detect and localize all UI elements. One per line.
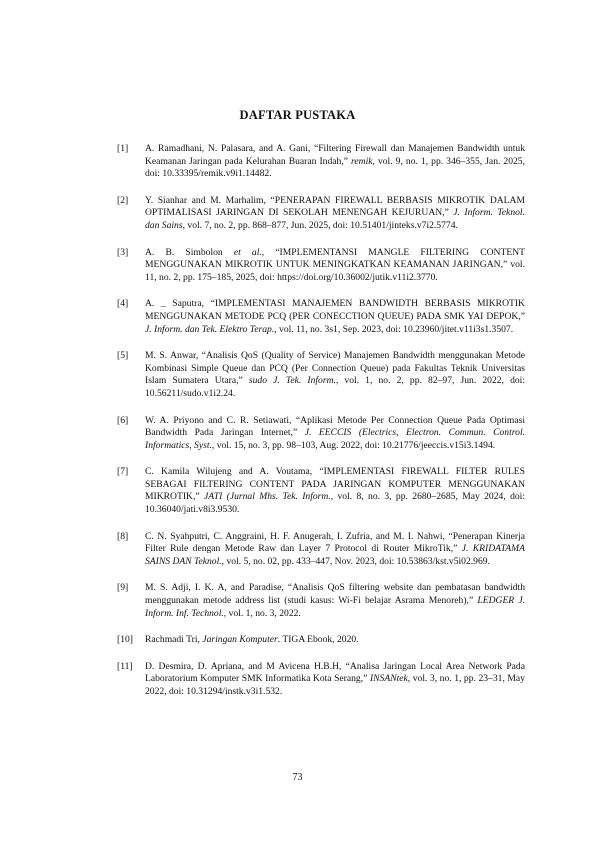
reference-details: , vol. 1, no. 3, 2022. xyxy=(223,607,301,619)
reference-number: [6] xyxy=(117,414,129,426)
reference-list xyxy=(117,143,525,713)
reference-number: [3] xyxy=(117,246,129,258)
reference-item xyxy=(117,350,525,400)
reference-number: [2] xyxy=(117,194,129,206)
reference-details: , vol. 8, no. 3, pp. 2680–2685, May 2024, doi: 10.36040/jati.v8i3.9530. xyxy=(145,491,525,516)
reference-number: [1] xyxy=(117,143,129,154)
reference-venue: JATI (Jurnal Mhs. Tek. Inform. xyxy=(203,491,331,503)
reference-authors-title: Y. Sianhar and M. Marhalim, “PENERAPAN FIREWALL BERBASIS MIKROTIK DALAM OPTIMALISASI JARINGAN DI SEKOLAH MENENGAH KEJURUAN,” xyxy=(145,194,525,219)
reference-details: , vol. 15, no. 3, pp. 98–103, Aug. 2022, doi: 10.21776/jeeccis.v15i3.1494. xyxy=(211,439,496,451)
reference-text xyxy=(145,531,525,569)
reference-authors-title: M. S. Anwar, “Analisis QoS (Quality of Service) Manajemen Bandwidth menggunakan Metode Kombinasi Simple Queue dan PCQ (Per Connection Queue) pada Fakultas Teknik Universitas Islam Sumatera Utara,” xyxy=(145,350,525,387)
reference-text xyxy=(145,298,525,336)
reference-details: , vol. 3, no. 1, pp. 23–31, May 2022, doi: 10.31294/instk.v3i1.532. xyxy=(145,673,525,697)
reference-item xyxy=(117,634,525,647)
reference-authors-title: W. A. Priyono and C. R. Setiawati, “Aplikasi Metode Per Connection Queue Pada Optimasi Bandwidth Pada Jaringan Internet,” xyxy=(145,414,525,439)
reference-item xyxy=(117,415,525,453)
page-number: 73 xyxy=(292,772,303,783)
reference-authors-title: C. N. Syahputri, C. Anggraini, H. F. Anugerah, I. Zufria, and M. I. Nahwi, “Penerapan Kinerja Filter Rule dengan Metode Raw dan Layer 7 Protocol di Router MikroTik,” xyxy=(145,530,525,555)
reference-number: [5] xyxy=(117,350,129,362)
reference-venue: LEDGER J. Inform. Inf. Technol. xyxy=(145,595,525,619)
reference-details: , vol. 1, no. 2, pp. 82–97, Jun. 2022, doi: 10.56211/sudo.v1i2.24. xyxy=(145,375,525,399)
reference-item xyxy=(117,466,525,516)
reference-authors-title: Rachmadi Tri, xyxy=(145,634,200,646)
reference-number: [10] xyxy=(117,634,133,646)
reference-details: , vol. 5, no. 02, pp. 433–447, Nov. 2023, doi: 10.53863/kst.v5i02.969. xyxy=(221,555,490,567)
reference-details: . TIGA Ebook, 2020. xyxy=(277,634,359,646)
reference-authors-title: A. Ramadhani, N. Palasara, and A. Gani, “Filtering Firewall dan Manajemen Bandwidth untuk Keamanan Jaringan pada Kelurahan Buaran Indah,” xyxy=(145,143,525,167)
reference-details: , vol. 11, no. 3s1, Sep. 2023, doi: 10.23960/jitet.v11i3s1.3507. xyxy=(274,323,514,335)
reference-item xyxy=(117,247,525,285)
reference-item xyxy=(117,661,525,699)
reference-item xyxy=(117,582,525,620)
reference-venue: J. KRIDATAMA SAINS DAN Teknol. xyxy=(145,543,526,567)
reference-text xyxy=(145,634,525,647)
reference-text xyxy=(145,247,525,285)
reference-number: [9] xyxy=(117,582,129,594)
reference-item xyxy=(117,531,525,569)
reference-details: , vol. 9, no. 1, pp. 346–355, Jan. 2025, doi: 10.33395/remik.v9i1.14482. xyxy=(145,155,526,180)
reference-venue: J. EECCIS (Electrics, Electron. Commun. Control. Informatics, Syst. xyxy=(145,427,526,451)
reference-text xyxy=(145,195,525,233)
reference-text xyxy=(145,582,525,620)
reference-number: [11] xyxy=(117,660,133,672)
reference-number: [7] xyxy=(117,466,129,478)
page-title: DAFTAR PUSTAKA xyxy=(239,108,356,122)
reference-text xyxy=(145,350,525,400)
reference-authors-title: D. Desmira, D. Apriana, and M Avicena H.B.H, “Analisa Jaringan Local Area Network Pada Laboratorium Komputer SMK Informatika Kota Serang,” xyxy=(145,660,525,685)
reference-details: , vol. 7, no. 2, pp. 868–877, Jun. 2025, doi: 10.51401/jinteks.v7i2.5774. xyxy=(182,219,458,231)
reference-venue: sudo J. Tek. Inform. xyxy=(248,375,336,387)
reference-venue: J. Inform. dan Tek. Elektro Terap. xyxy=(145,323,275,335)
reference-number: [8] xyxy=(117,530,129,542)
reference-text xyxy=(145,415,525,453)
reference-number: [4] xyxy=(117,298,129,310)
reference-venue: INSANtek xyxy=(369,673,408,685)
reference-venue: J. Inform. Teknol. dan Sains xyxy=(145,207,525,231)
reference-authors-title: A. B. Simbolon xyxy=(145,246,223,258)
reference-text xyxy=(145,143,525,181)
reference-venue: Jaringan Komputer xyxy=(202,634,278,646)
reference-text xyxy=(145,661,525,699)
reference-venue: remik xyxy=(351,155,373,167)
reference-authors-title: C. Kamila Wilujeng and A. Voutama, “IMPLEMENTASI FIREWALL FILTER RULES SEBAGAI FILTERING CONTENT PADA JARINGAN KOMPUTER MENGGUNAKAN MIKROTIK,” xyxy=(145,466,525,503)
reference-item xyxy=(117,143,525,181)
reference-text xyxy=(145,466,525,516)
reference-details: , “IMPLEMENTANSI MANGLE FILTERING CONTENT MENGGUNAKAN MIKROTIK UNTUK MENINGKATKAN KEAMANAN JARINGAN,” vol. 11, no. 2, pp. 175–185, 2025, doi: https://doi.org/10.36002/jutik.v11i2.3770. xyxy=(145,246,525,283)
reference-authors-title: A. _ Saputra, “IMPLEMENTASI MANAJEMEN BANDWIDTH BERBASIS MIKROTIK MENGGUNAKAN METODE PCQ (PER CONECCTION QUEUE) PADA SMK YAI DEPOK,” xyxy=(145,298,525,322)
reference-venue: et al. xyxy=(233,246,262,258)
reference-item xyxy=(117,298,525,336)
reference-authors-title: M. S. Adji, I. K. A, and Paradise, “Analisis QoS filtering website dan pembatasan bandwidth menggunakan metode address list (studi kasus: Wi-Fi belajar Asrama Menoreh),” xyxy=(145,582,525,607)
reference-item xyxy=(117,195,525,233)
